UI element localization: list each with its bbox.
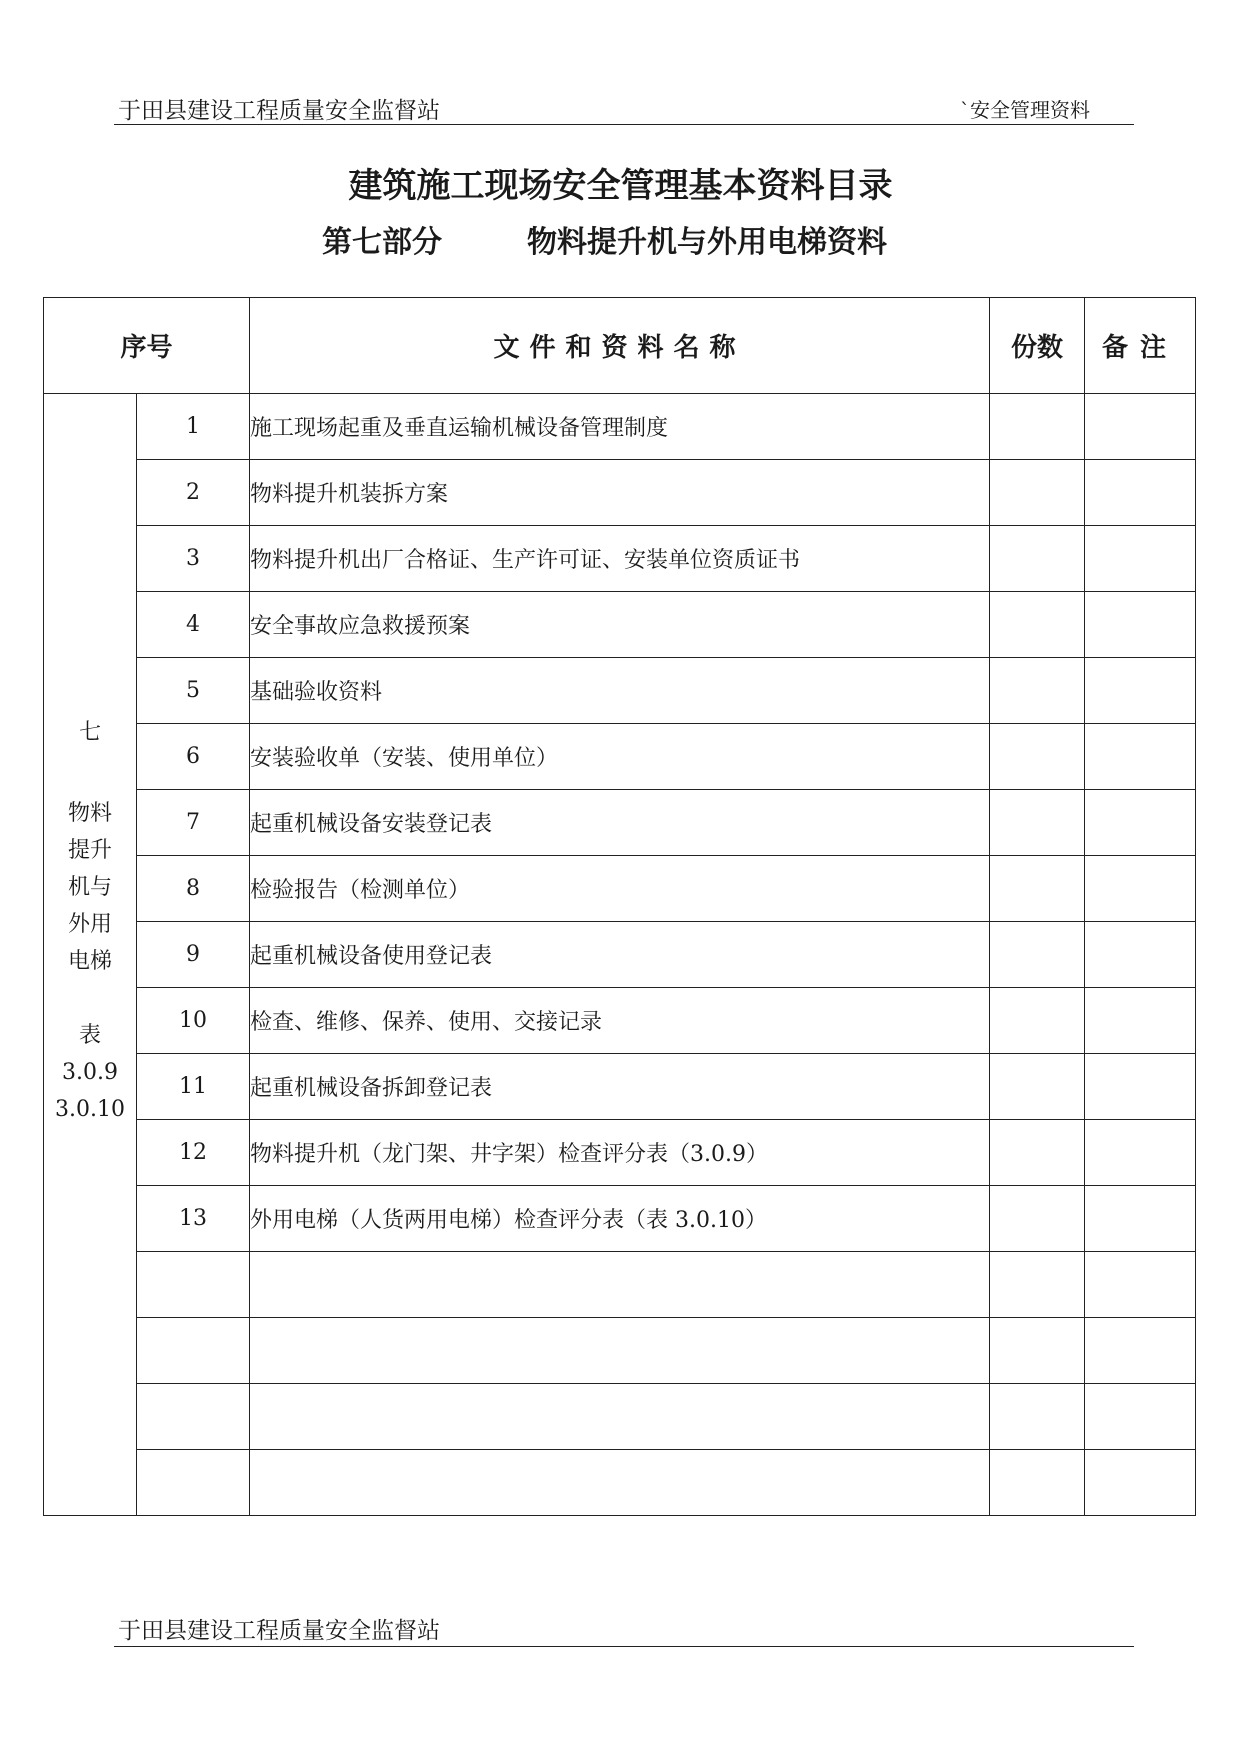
row-number bbox=[137, 1450, 250, 1516]
row-number bbox=[137, 1318, 250, 1384]
header-remark: 备注 bbox=[1085, 298, 1196, 394]
count-cell bbox=[990, 658, 1085, 724]
section-name-line: 机与 bbox=[67, 875, 112, 900]
footer-organization: 于田县建设工程质量安全监督站 bbox=[118, 1618, 440, 1644]
count-cell bbox=[990, 988, 1085, 1054]
subtitle-part: 第七部分 bbox=[322, 225, 442, 260]
row-number: 5 bbox=[137, 658, 250, 724]
catalog-table bbox=[43, 297, 1196, 1516]
count-cell bbox=[990, 1450, 1085, 1516]
remark-cell bbox=[1085, 394, 1196, 460]
row-number: 11 bbox=[137, 1054, 250, 1120]
document-name: 起重机械设备拆卸登记表 bbox=[250, 1054, 990, 1120]
section-ref-line: 3.0.10 bbox=[55, 1097, 125, 1122]
count-cell bbox=[990, 1384, 1085, 1450]
remark-cell bbox=[1085, 460, 1196, 526]
header-rule bbox=[114, 124, 1134, 125]
table-row bbox=[44, 856, 1196, 922]
section-number: 七 bbox=[78, 720, 101, 745]
count-cell bbox=[990, 592, 1085, 658]
table-body bbox=[44, 394, 1196, 1516]
count-cell bbox=[990, 1186, 1085, 1252]
section-name-line: 物料 bbox=[67, 801, 112, 826]
remark-cell bbox=[1085, 988, 1196, 1054]
table-row bbox=[44, 526, 1196, 592]
count-cell bbox=[990, 724, 1085, 790]
table-row bbox=[44, 922, 1196, 988]
remark-cell bbox=[1085, 1186, 1196, 1252]
table-row bbox=[44, 592, 1196, 658]
document-name: 安全事故应急救援预案 bbox=[250, 592, 990, 658]
document-name: 检查、维修、保养、使用、交接记录 bbox=[250, 988, 990, 1054]
count-cell bbox=[990, 460, 1085, 526]
count-cell bbox=[990, 856, 1085, 922]
remark-cell bbox=[1085, 1384, 1196, 1450]
table-row bbox=[44, 790, 1196, 856]
page-subtitle bbox=[322, 217, 887, 261]
document-name: 物料提升机出厂合格证、生产许可证、安装单位资质证书 bbox=[250, 526, 990, 592]
remark-cell bbox=[1085, 1252, 1196, 1318]
document-name: 起重机械设备使用登记表 bbox=[250, 922, 990, 988]
document-name: 物料提升机装拆方案 bbox=[250, 460, 990, 526]
document-name: 起重机械设备安装登记表 bbox=[250, 790, 990, 856]
table-row bbox=[44, 1120, 1196, 1186]
subtitle-name: 物料提升机与外用电梯资料 bbox=[527, 225, 887, 260]
remark-cell bbox=[1085, 1120, 1196, 1186]
count-cell bbox=[990, 1120, 1085, 1186]
row-number: 6 bbox=[137, 724, 250, 790]
table-row bbox=[44, 724, 1196, 790]
header-category: `安全管理资料 bbox=[960, 98, 1090, 122]
table-row bbox=[44, 460, 1196, 526]
row-number: 8 bbox=[137, 856, 250, 922]
count-cell bbox=[990, 526, 1085, 592]
row-number: 1 bbox=[137, 394, 250, 460]
remark-cell bbox=[1085, 724, 1196, 790]
table-row bbox=[44, 1186, 1196, 1252]
table-row bbox=[44, 1450, 1196, 1516]
section-ref-line: 3.0.9 bbox=[62, 1060, 118, 1085]
remark-cell bbox=[1085, 658, 1196, 724]
row-number bbox=[137, 1252, 250, 1318]
count-cell bbox=[990, 922, 1085, 988]
remark-cell bbox=[1085, 922, 1196, 988]
row-number: 2 bbox=[137, 460, 250, 526]
header-document-name: 文件和资料名称 bbox=[250, 298, 990, 394]
remark-cell bbox=[1085, 1054, 1196, 1120]
row-number bbox=[137, 1384, 250, 1450]
count-cell bbox=[990, 1054, 1085, 1120]
remark-cell bbox=[1085, 1450, 1196, 1516]
remark-cell bbox=[1085, 856, 1196, 922]
row-number: 10 bbox=[137, 988, 250, 1054]
table-row bbox=[44, 1384, 1196, 1450]
row-number: 4 bbox=[137, 592, 250, 658]
header-organization: 于田县建设工程质量安全监督站 bbox=[118, 98, 440, 124]
section-label bbox=[44, 394, 137, 1516]
row-number: 13 bbox=[137, 1186, 250, 1252]
table-row bbox=[44, 988, 1196, 1054]
section-name-line: 提升 bbox=[67, 838, 112, 863]
row-number: 3 bbox=[137, 526, 250, 592]
table-row bbox=[44, 658, 1196, 724]
row-number: 9 bbox=[137, 922, 250, 988]
document-name bbox=[250, 1252, 990, 1318]
row-number: 12 bbox=[137, 1120, 250, 1186]
document-name: 外用电梯（人货两用电梯）检查评分表（表 3.0.10） bbox=[250, 1186, 990, 1252]
document-name bbox=[250, 1450, 990, 1516]
table-row bbox=[44, 1054, 1196, 1120]
count-cell bbox=[990, 790, 1085, 856]
page-title: 建筑施工现场安全管理基本资料目录 bbox=[348, 166, 893, 206]
document-name: 安装验收单（安装、使用单位） bbox=[250, 724, 990, 790]
footer-rule bbox=[114, 1646, 1134, 1647]
remark-cell bbox=[1085, 526, 1196, 592]
count-cell bbox=[990, 1252, 1085, 1318]
table-row bbox=[44, 394, 1196, 460]
section-ref-line: 表 bbox=[78, 1023, 101, 1048]
remark-cell bbox=[1085, 790, 1196, 856]
count-cell bbox=[990, 394, 1085, 460]
document-name: 检验报告（检测单位） bbox=[250, 856, 990, 922]
document-name bbox=[250, 1318, 990, 1384]
remark-cell bbox=[1085, 1318, 1196, 1384]
table-header-row bbox=[44, 298, 1196, 394]
section-name-line: 外用 bbox=[67, 912, 112, 937]
row-number: 7 bbox=[137, 790, 250, 856]
header-no: 序号 bbox=[44, 298, 250, 394]
document-name: 施工现场起重及垂直运输机械设备管理制度 bbox=[250, 394, 990, 460]
document-name bbox=[250, 1384, 990, 1450]
table-row bbox=[44, 1252, 1196, 1318]
remark-cell bbox=[1085, 592, 1196, 658]
count-cell bbox=[990, 1318, 1085, 1384]
document-name: 物料提升机（龙门架、井字架）检查评分表（3.0.9） bbox=[250, 1120, 990, 1186]
section-name-line: 电梯 bbox=[67, 949, 112, 974]
table-row bbox=[44, 1318, 1196, 1384]
header-count: 份数 bbox=[990, 298, 1085, 394]
document-name: 基础验收资料 bbox=[250, 658, 990, 724]
